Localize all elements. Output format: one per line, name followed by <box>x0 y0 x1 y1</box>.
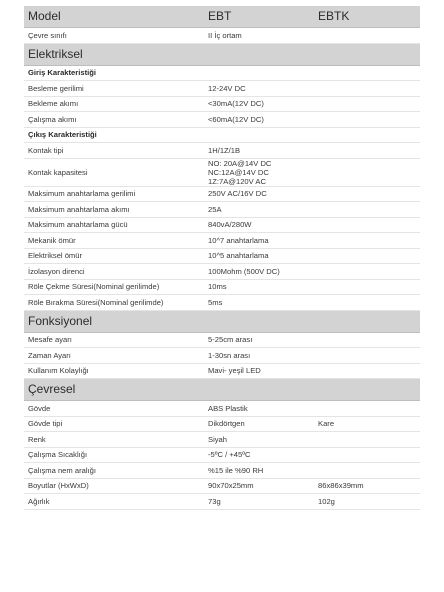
row-label: Elektriksel ömür <box>24 248 204 264</box>
row-value-ebt: 90x70x25mm <box>204 478 314 494</box>
row-label: Röle Çekme Süresi(Nominal gerilimde) <box>24 279 204 295</box>
row-value-ebtk: Kare <box>314 416 420 432</box>
table-row <box>24 279 420 295</box>
row-label: Çevre sınıfı <box>24 28 204 44</box>
row-label: Gövde <box>24 401 204 417</box>
subheader-giris <box>24 65 420 81</box>
table-row <box>24 186 420 202</box>
row-value-ebt: 10^7 anahtarlama <box>204 233 314 249</box>
row-label: Ağırlık <box>24 494 204 510</box>
row-value-ebtk <box>314 81 420 97</box>
table-row <box>24 332 420 348</box>
row-value-ebt: 25A <box>204 202 314 218</box>
row-value-ebtk <box>314 401 420 417</box>
row-value-ebtk <box>314 202 420 218</box>
row-value-ebtk <box>314 248 420 264</box>
row-value-ebtk <box>314 295 420 311</box>
table-row <box>24 217 420 233</box>
row-label: Röle Bırakma Süresi(Nominal gerilimde) <box>24 295 204 311</box>
row-label: Çalışma Sıcaklığı <box>24 447 204 463</box>
row-label: Besleme gerilimi <box>24 81 204 97</box>
row-label: Mesafe ayarı <box>24 332 204 348</box>
row-label: Kontak tipi <box>24 143 204 159</box>
table-row <box>24 112 420 128</box>
row-value-ebt: 10^5 anahtarlama <box>204 248 314 264</box>
row-value-ebtk <box>314 143 420 159</box>
header-model: Model <box>24 6 204 28</box>
row-label: Maksimum anahtarlama gerilimi <box>24 186 204 202</box>
row-value-ebt: -5ºC / +45ºC <box>204 447 314 463</box>
row-label: Renk <box>24 432 204 448</box>
table-row <box>24 432 420 448</box>
table-row <box>24 401 420 417</box>
row-value-ebt: II İç ortam <box>204 28 314 44</box>
table-row <box>24 264 420 280</box>
row-label: Maksimum anahtarlama akımı <box>24 202 204 218</box>
row-value-ebt: Siyah <box>204 432 314 448</box>
row-value-ebt: %15 ile %90 RH <box>204 463 314 479</box>
row-value-ebt: 5-25cm arası <box>204 332 314 348</box>
table-header <box>24 6 420 28</box>
row-value-ebtk <box>314 432 420 448</box>
subheader-giris-label: Giriş Karakteristiği <box>24 65 420 81</box>
row-value-ebtk <box>314 112 420 128</box>
row-value-ebt: 100Mohm (500V DC) <box>204 264 314 280</box>
row-value-ebt: ABS Plastik <box>204 401 314 417</box>
section-fonksiyonel <box>24 310 420 332</box>
row-value-ebtk <box>314 463 420 479</box>
row-value-ebt: Mavi- yeşil LED <box>204 363 314 379</box>
section-fonksiyonel-title: Fonksiyonel <box>24 310 420 332</box>
row-label: Çalışma nem aralığı <box>24 463 204 479</box>
row-label: Gövde tipi <box>24 416 204 432</box>
table-row <box>24 158 420 186</box>
row-value-ebt: 10ms <box>204 279 314 295</box>
row-value-ebtk <box>314 348 420 364</box>
header-ebt: EBT <box>204 6 314 28</box>
row-label: Mekanik ömür <box>24 233 204 249</box>
row-label: Maksimum anahtarlama gücü <box>24 217 204 233</box>
row-value-ebt: 1-30sn arası <box>204 348 314 364</box>
table-row <box>24 233 420 249</box>
row-value-ebt: 73g <box>204 494 314 510</box>
row-label: Bekleme akımı <box>24 96 204 112</box>
row-value-ebtk: 102g <box>314 494 420 510</box>
row-label: İzolasyon direnci <box>24 264 204 280</box>
row-value-ebtk <box>314 158 420 186</box>
row-value-ebtk: 86x86x39mm <box>314 478 420 494</box>
table-row <box>24 494 420 510</box>
row-value-ebt: 1H/1Z/1B <box>204 143 314 159</box>
table-row <box>24 81 420 97</box>
subheader-cikis-label: Çıkış Karakteristiği <box>24 127 420 143</box>
row-value-ebt: NO: 20A@14V DC NC:12A@14V DC 1Z:7A@120V AC <box>204 158 314 186</box>
row-value-ebt: Dikdörtgen <box>204 416 314 432</box>
table-row <box>24 447 420 463</box>
row-label: Boyutlar (HxWxD) <box>24 478 204 494</box>
row-value-ebtk <box>314 279 420 295</box>
row-label: Zaman Ayarı <box>24 348 204 364</box>
spec-table <box>24 6 420 510</box>
row-value-ebtk <box>314 186 420 202</box>
row-label: Çalışma akımı <box>24 112 204 128</box>
table-row <box>24 248 420 264</box>
row-value-ebtk <box>314 28 420 44</box>
section-elektriksel <box>24 43 420 65</box>
row-value-ebtk <box>314 332 420 348</box>
row-value-ebt: 5ms <box>204 295 314 311</box>
row-value-ebtk <box>314 217 420 233</box>
row-value-ebtk <box>314 447 420 463</box>
row-value-ebtk <box>314 363 420 379</box>
table-row <box>24 416 420 432</box>
subheader-cikis <box>24 127 420 143</box>
header-ebtk: EBTK <box>314 6 420 28</box>
row-value-ebt: <60mA(12V DC) <box>204 112 314 128</box>
row-value-ebtk <box>314 96 420 112</box>
table-row <box>24 202 420 218</box>
row-value-ebt: 840vA/280W <box>204 217 314 233</box>
row-label: Kullanım Kolaylığı <box>24 363 204 379</box>
section-cevresel-title: Çevresel <box>24 379 420 401</box>
table-row <box>24 28 420 44</box>
table-row <box>24 143 420 159</box>
row-value-ebt: <30mA(12V DC) <box>204 96 314 112</box>
row-label: Kontak kapasitesi <box>24 158 204 186</box>
row-value-ebtk <box>314 233 420 249</box>
table-row <box>24 295 420 311</box>
row-value-ebtk <box>314 264 420 280</box>
row-value-ebt: 250V AC/16V DC <box>204 186 314 202</box>
row-value-ebt: 12-24V DC <box>204 81 314 97</box>
table-row <box>24 348 420 364</box>
table-row <box>24 96 420 112</box>
section-elektriksel-title: Elektriksel <box>24 43 420 65</box>
table-row <box>24 363 420 379</box>
section-cevresel <box>24 379 420 401</box>
table-row <box>24 463 420 479</box>
table-row <box>24 478 420 494</box>
